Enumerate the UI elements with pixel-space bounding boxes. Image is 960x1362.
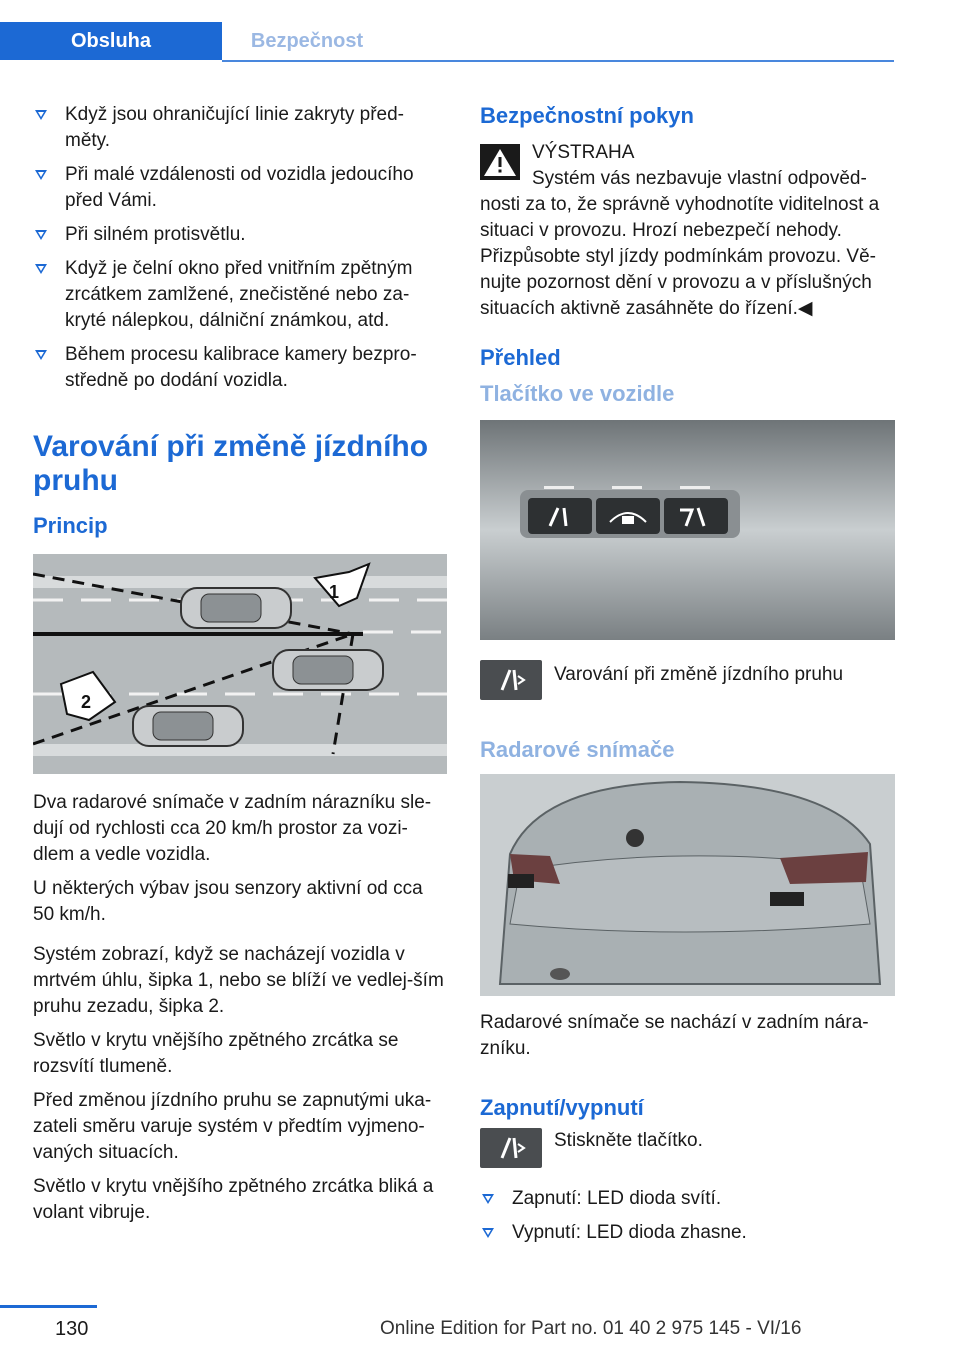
radar-title: Radarové snímače bbox=[480, 737, 675, 762]
list-item: Když je čelní okno před vnitřním zpětným zrcátkem zamlžené, znečistěné nebo za‐kryté nálepkou, dálniční známkou, atd. bbox=[33, 256, 447, 334]
lane-change-warning-icon bbox=[480, 1128, 542, 1168]
button-photo bbox=[480, 420, 895, 640]
onoff-row bbox=[480, 1128, 895, 1168]
car-bottom bbox=[133, 706, 243, 746]
arrow-2-label: 2 bbox=[81, 692, 92, 712]
warning-label: VÝSTRAHA bbox=[532, 142, 635, 163]
radar-caption: Radarové snímače se nachází v zadním nára‐zníku. bbox=[480, 1012, 869, 1059]
list-item: Při malé vzdálenosti od vozidla jedoucího před Vámi. bbox=[33, 162, 447, 214]
button-caption: Varování při změně jízdního pruhu bbox=[554, 664, 844, 685]
onoff-title: Zapnutí/vypnutí bbox=[480, 1095, 644, 1120]
paragraph: U některých výbav jsou senzory aktivní od cca 50 km/h. bbox=[33, 878, 423, 925]
paragraph: Systém zobrazí, když se nacházejí vozidla v mrtvém úhlu, šipka 1, nebo se blíží ve vedlej‐ším pruhu zezadu, šipka 2. bbox=[33, 944, 444, 1017]
arrow-1-label: 1 bbox=[329, 582, 340, 602]
button-panel-svg bbox=[480, 420, 895, 640]
onoff-text: Stiskněte tlačítko. bbox=[554, 1130, 703, 1151]
lane-change-warning-icon bbox=[480, 660, 542, 700]
paragraph: Dva radarové snímače v zadním nárazníku sle‐dují od rychlosti cca 20 km/h prostor za vozi‐dlem a vedle vozidla. bbox=[33, 792, 432, 865]
footer-accent-line bbox=[0, 1305, 97, 1308]
car-top bbox=[181, 588, 291, 628]
list-item: Při silném protisvětlu. bbox=[33, 222, 447, 248]
tab-underline bbox=[222, 60, 894, 62]
lane-change-button[interactable] bbox=[528, 498, 592, 534]
left-column bbox=[33, 102, 447, 1234]
car-rear-svg bbox=[480, 774, 895, 996]
overview-title: Přehled bbox=[480, 345, 561, 370]
limitations-list bbox=[33, 102, 447, 394]
tab-bezpecnost[interactable]: Bezpečnost bbox=[250, 30, 364, 52]
subsection-title-princip: Princip bbox=[33, 513, 108, 538]
warning-block bbox=[480, 140, 895, 322]
lane-change-diagram bbox=[33, 554, 447, 774]
speed-limit-button[interactable] bbox=[664, 498, 728, 534]
button-caption-row bbox=[480, 660, 895, 700]
header-tabs bbox=[0, 0, 960, 60]
warning-triangle-icon bbox=[480, 144, 520, 180]
safety-title: Bezpečnostní pokyn bbox=[480, 103, 694, 128]
radar-sensor-left bbox=[508, 874, 534, 888]
list-item: Zapnutí: LED dioda svítí. bbox=[480, 1186, 895, 1212]
onoff-list bbox=[480, 1186, 895, 1246]
car-middle bbox=[273, 650, 383, 690]
warning-text-content: Systém vás nezbavuje vlastní odpověd‐nosti za to, že správně vyhodnotíte viditelnost a situaci v provozu. Hrozí nebezpečí nehody. Přizpůsobte styl jízdy podmínkám provozu. Vě‐nujte pozornost dění v provozu a v příslušných situacích aktivně zasáhněte do řízení.◀ bbox=[480, 168, 880, 319]
radar-sensor-right bbox=[770, 892, 804, 906]
edition-text: Online Edition for Part no. 01 40 2 975 145 - VI/16 bbox=[380, 1318, 802, 1339]
section-title: Varování při změně jízdního pruhu bbox=[33, 430, 429, 497]
warning-text bbox=[480, 166, 895, 322]
button-title: Tlačítko ve vozidle bbox=[480, 381, 675, 406]
list-item: Vypnutí: LED dioda zhasne. bbox=[480, 1220, 895, 1246]
list-item: Když jsou ohraničující linie zakryty před‐měty. bbox=[33, 102, 447, 154]
paragraph: Světlo v krytu vnějšího zpětného zrcátka se rozsvítí tlumeně. bbox=[33, 1030, 399, 1077]
tab-obsluha[interactable]: Obsluha bbox=[0, 22, 222, 60]
lane-diagram-svg bbox=[33, 554, 447, 774]
radar-photo bbox=[480, 774, 895, 996]
list-item: Během procesu kalibrace kamery bezpro‐středně po dodání vozidla. bbox=[33, 342, 447, 394]
paragraph: Světlo v krytu vnějšího zpětného zrcátka bliká a volant vibruje. bbox=[33, 1176, 434, 1223]
right-column bbox=[480, 102, 895, 1254]
paragraph: Před změnou jízdního pruhu se zapnutými uka‐zateli směru varuje systém v předtím vyjmeno‐vaných situacích. bbox=[33, 1090, 432, 1163]
page-number: 130 bbox=[55, 1318, 89, 1340]
